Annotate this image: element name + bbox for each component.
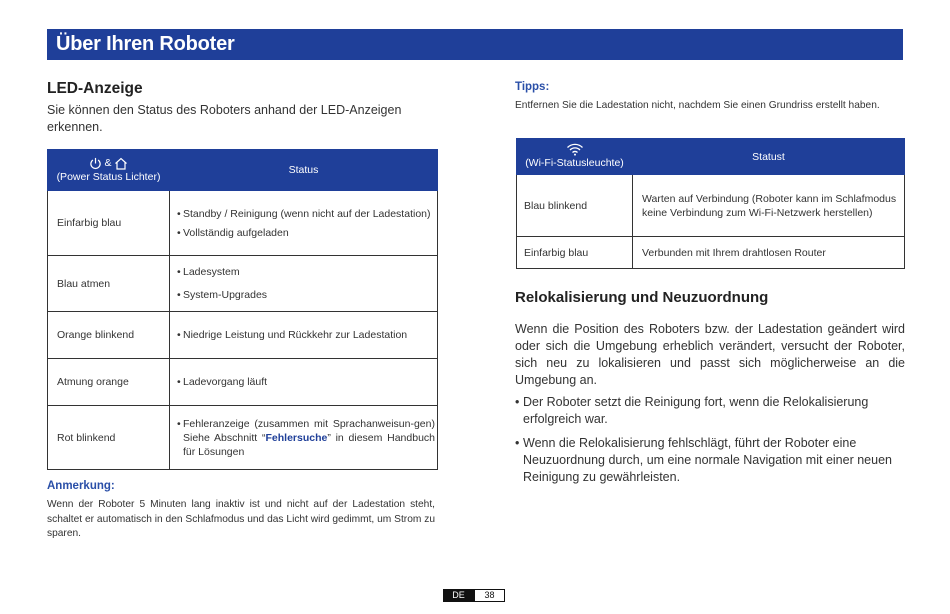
list-item: • System-Upgrades xyxy=(177,289,268,301)
wifi-table-header xyxy=(517,139,905,175)
tips-heading: Tipps: xyxy=(515,81,550,93)
home-icon xyxy=(114,157,128,170)
list-item: • Wenn die Relokalisierung fehlschlägt, führt der Roboter eine Neuzuordnung durch, um eine normale Navigation mit einer neuen Reinigung zu gewährleisten. xyxy=(515,436,892,484)
wifi-col-status: Statust xyxy=(633,139,905,175)
led-state: Einfarbig blau xyxy=(48,191,170,256)
language-badge: DE xyxy=(443,589,474,602)
wifi-col-indicator xyxy=(517,139,633,175)
led-state: Blau atmen xyxy=(48,256,170,312)
wifi-col-indicator-label: (Wi-Fi-Statusleuchte) xyxy=(525,157,624,169)
power-icon xyxy=(89,157,102,170)
list-item: • Niedrige Leistung und Rückkehr zur Ladestation xyxy=(177,329,408,341)
table-row xyxy=(48,256,438,312)
page-title: Über Ihren Roboter xyxy=(47,29,903,60)
led-intro: Sie können den Status des Roboters anhand der LED-Anzeigen erkennen. xyxy=(47,103,402,134)
led-status xyxy=(170,312,438,359)
wifi-status: Warten auf Verbindung (Roboter kann im Schlafmodus keine Verbindung zum Wi-Fi-Netzwerk herstellen) xyxy=(633,175,905,237)
amp-sign: & xyxy=(104,157,112,169)
wifi-state: Einfarbig blau xyxy=(517,237,633,269)
led-state: Rot blinkend xyxy=(48,406,170,470)
note-heading: Anmerkung: xyxy=(47,480,115,492)
led-table-header xyxy=(48,150,438,191)
reloc-text: Wenn die Position des Roboters bzw. der Ladestation geändert wird oder sich die Umgebung erheblich verändert, versucht der Roboter, sich neu zu lokalisieren und passt sich möglicherweise an die Umgebung an. xyxy=(515,322,905,387)
page-number: 38 xyxy=(474,589,505,602)
page-footer xyxy=(443,589,505,602)
table-row xyxy=(517,175,905,237)
tips-text: Entfernen Sie die Ladestation nicht, nachdem Sie einen Grundriss erstellt haben. xyxy=(515,100,880,111)
troubleshooting-link[interactable]: Fehlersuche xyxy=(265,431,328,444)
led-status xyxy=(170,256,438,312)
note-text: Wenn der Roboter 5 Minuten lang inaktiv ist und nicht auf der Ladestation steht, schaltet er automatisch in den Schlafmodus und das Licht wird gedimmt, um Strom zu sparen. xyxy=(47,499,435,539)
led-col-status: Status xyxy=(170,150,438,191)
list-item: • Vollständig aufgeladen xyxy=(177,226,289,239)
list-item: • Ladevorgang läuft xyxy=(177,376,268,388)
led-status xyxy=(170,359,438,406)
table-row xyxy=(48,406,438,470)
led-heading: LED-Anzeige xyxy=(47,80,143,97)
table-row xyxy=(48,312,438,359)
led-col-indicator-label: (Power Status Lichter) xyxy=(56,171,161,183)
wifi-table xyxy=(516,138,905,269)
led-status xyxy=(170,191,438,256)
list-item: • Fehleranzeige (zusammen mit Sprachanweisun-gen) Siehe Abschnitt “Fehlersuche” in diesem Handbuch für Lösungen xyxy=(177,417,436,458)
table-row xyxy=(48,191,438,256)
led-col-indicator xyxy=(48,150,170,191)
led-state: Orange blinkend xyxy=(48,312,170,359)
led-table xyxy=(47,149,438,470)
wifi-icon xyxy=(566,143,584,156)
led-state: Atmung orange xyxy=(48,359,170,406)
wifi-status: Verbunden mit Ihrem drahtlosen Router xyxy=(633,237,905,269)
list-item: • Ladesystem xyxy=(177,266,240,278)
table-row xyxy=(517,237,905,269)
list-item: • Standby / Reinigung (wenn nicht auf der Ladestation) xyxy=(177,207,431,220)
table-row xyxy=(48,359,438,406)
list-item: • Der Roboter setzt die Reinigung fort, wenn die Relokalisierung erfolgreich war. xyxy=(515,395,869,426)
reloc-heading: Relokalisierung und Neuzuordnung xyxy=(515,289,769,306)
wifi-state: Blau blinkend xyxy=(517,175,633,237)
led-status xyxy=(170,406,438,470)
